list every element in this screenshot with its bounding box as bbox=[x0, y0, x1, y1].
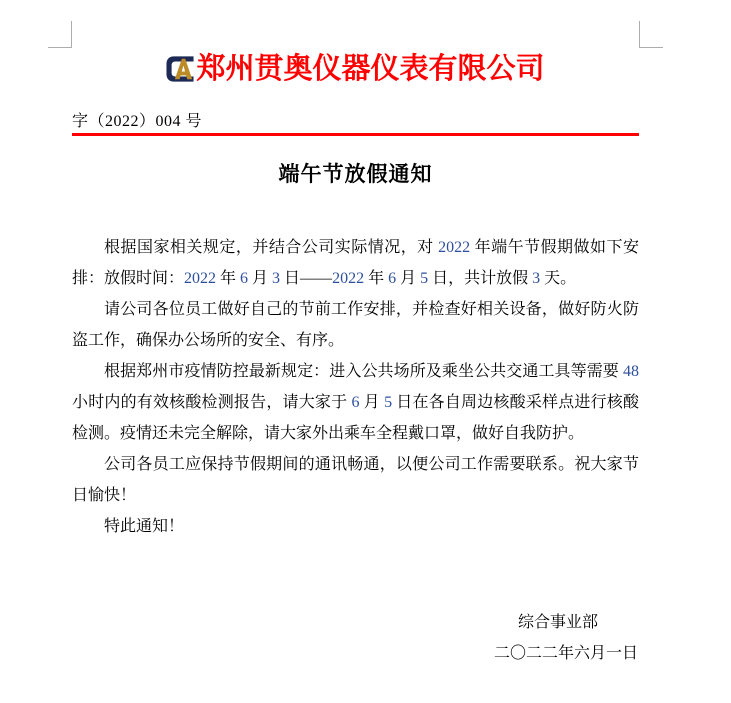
numeral: 2022 bbox=[332, 270, 365, 287]
numeral: 2022 bbox=[184, 270, 217, 287]
numeral: 6 bbox=[240, 270, 249, 287]
numeral: 5 bbox=[420, 270, 429, 287]
page-content bbox=[72, 0, 639, 669]
company-header bbox=[72, 52, 639, 86]
numeral: 48 bbox=[623, 363, 639, 380]
numeral: 6 bbox=[351, 394, 360, 411]
company-name: 郑州贯奥仪器仪表有限公司 bbox=[196, 53, 545, 85]
body-paragraphs bbox=[72, 232, 639, 542]
signature-date: 二〇二二年六月一日 bbox=[493, 645, 638, 662]
numeral: 3 bbox=[532, 270, 541, 287]
numeral: 5 bbox=[384, 394, 393, 411]
crop-mark-top-left bbox=[48, 47, 72, 48]
numeral: 3 bbox=[272, 270, 281, 287]
numeral: 2022 bbox=[438, 239, 471, 256]
signature-department: 综合事业部 bbox=[517, 614, 598, 631]
paragraph: 特此通知！ bbox=[104, 518, 185, 535]
crop-mark-top-right bbox=[639, 21, 640, 48]
numeral: 6 bbox=[388, 270, 397, 287]
paragraph: 请公司各位员工做好自己的节前工作安排，并检查好相关设备，做好防火防盗工作，确保办公场所的安全、有序。 bbox=[72, 301, 639, 349]
paragraph: 公司各员工应保持节假期间的通讯畅通，以便公司工作需要联系。祝大家节日愉快！ bbox=[72, 456, 639, 504]
notice-title: 端午节放假通知 bbox=[278, 162, 433, 186]
paragraph: 根据郑州市疫情防控最新规定：进入公共场所及乘坐公共交通工具等需要 48 小时内的有效核酸检测报告，请大家于 6 月 5 日在各自周边核酸采样点进行核酸检测。疫情还未完全解除，请大家外出乘车全程戴口罩，做好自我防护。 bbox=[72, 363, 639, 442]
ca-monogram-icon bbox=[166, 56, 194, 82]
doc-number: 字（2022）004 号 bbox=[72, 113, 203, 130]
crop-mark-top-right bbox=[639, 47, 663, 48]
paragraph: 根据国家相关规定，并结合公司实际情况，对 2022 年端午节假期做如下安排：放假时间：2022 年 6 月 3 日——2022 年 6 月 5 日，共计放假 3 天。 bbox=[72, 239, 639, 287]
red-rule-divider bbox=[72, 133, 639, 136]
